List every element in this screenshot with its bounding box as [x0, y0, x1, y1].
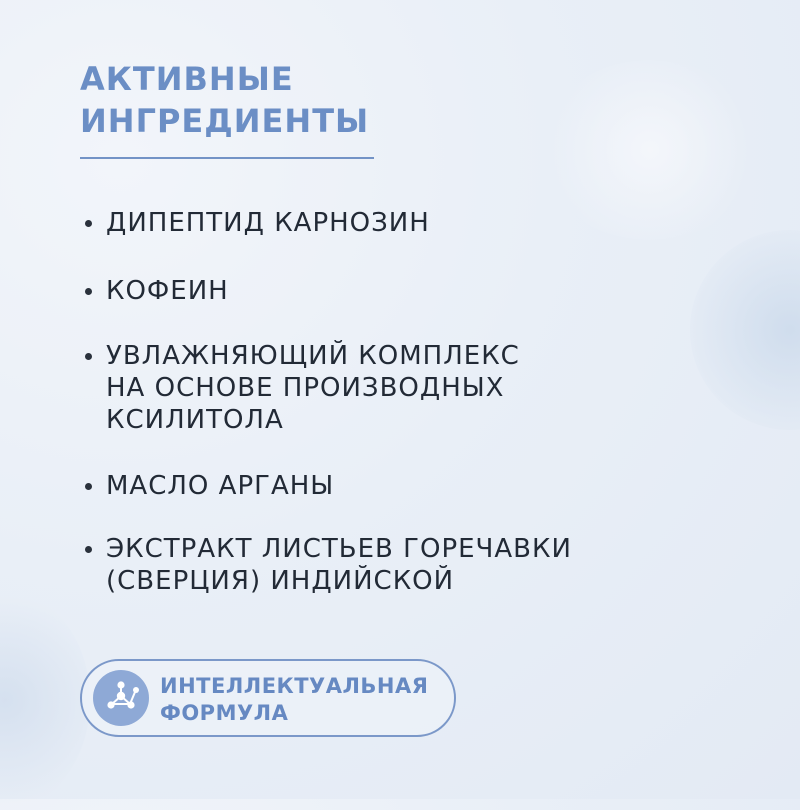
badge-line: ФОРМУЛА	[160, 701, 289, 725]
page-title	[80, 58, 369, 142]
molecule-icon	[93, 670, 149, 726]
ingredient-line: (СВЕРЦИЯ) ИНДИЙСКОЙ	[106, 566, 455, 596]
smart-formula-badge	[80, 659, 456, 737]
list-item	[82, 533, 772, 597]
background-blob	[0, 590, 90, 810]
list-item	[82, 340, 772, 436]
list-item	[82, 275, 772, 307]
ingredient-line: МАСЛО АРГАНЫ	[106, 471, 335, 501]
bullet-icon	[85, 220, 92, 227]
bullet-icon	[85, 288, 92, 295]
badge-line: ИНТЕЛЛЕКТУАЛЬНАЯ	[160, 674, 429, 698]
title-divider	[80, 157, 374, 159]
ingredient-line: НА ОСНОВЕ ПРОИЗВОДНЫХ	[106, 373, 505, 403]
ingredient-line: КСИЛИТОЛА	[106, 405, 284, 435]
list-item	[82, 207, 772, 239]
title-line: ИНГРЕДИЕНТЫ	[80, 102, 370, 140]
ingredient-line: ЭКСТРАКТ ЛИСТЬЕВ ГОРЕЧАВКИ	[106, 534, 572, 564]
bullet-icon	[85, 353, 92, 360]
badge-label	[160, 673, 428, 727]
ingredient-line: ДИПЕПТИД КАРНОЗИН	[106, 208, 430, 238]
ingredient-line: КОФЕИН	[106, 276, 229, 306]
list-item	[82, 470, 772, 502]
bullet-icon	[85, 483, 92, 490]
ingredient-line: УВЛАЖНЯЮЩИЙ КОМПЛЕКС	[106, 341, 520, 371]
bullet-icon	[85, 546, 92, 553]
title-line: АКТИВНЫЕ	[80, 60, 294, 98]
